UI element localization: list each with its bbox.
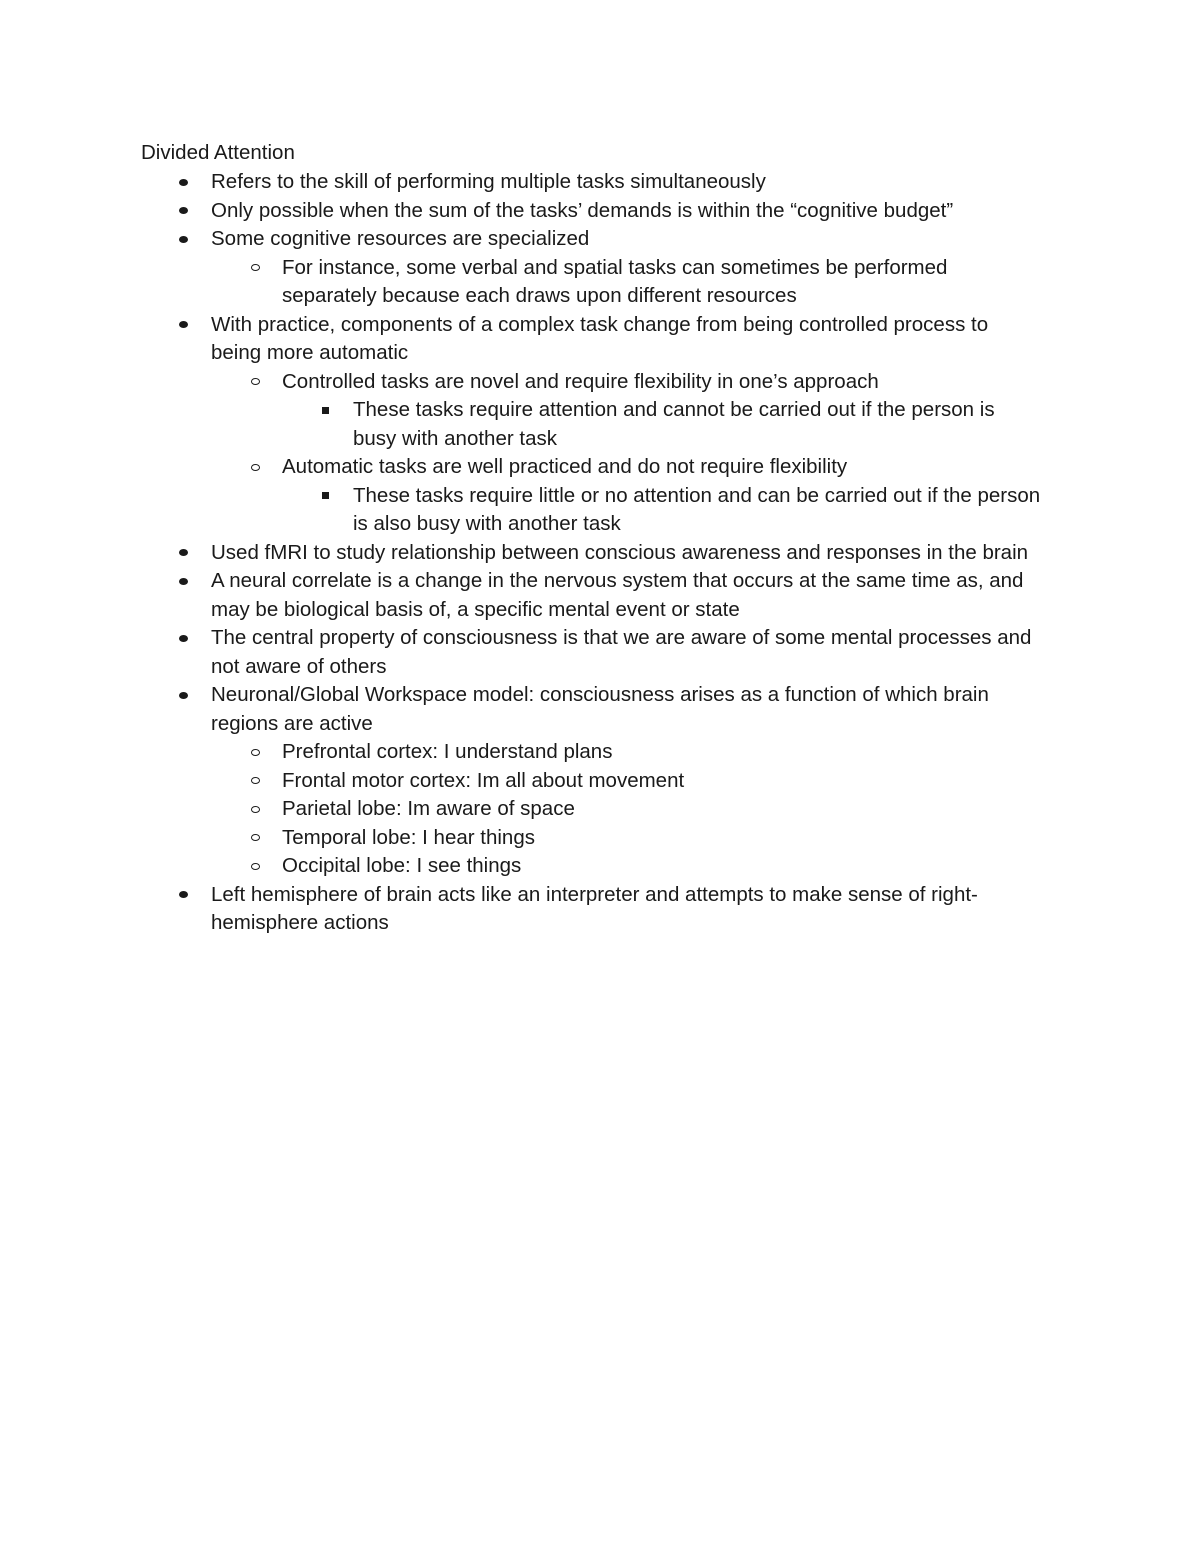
list-item xyxy=(0,197,1041,226)
bullet-dot-icon xyxy=(176,225,190,254)
list-item-text: These tasks require little or no attention and can be carried out if the person is also busy with another task xyxy=(353,483,1041,535)
bullet-list xyxy=(0,168,1200,938)
bullet-ring-icon xyxy=(248,254,262,283)
list-item-text: Frontal motor cortex: Im all about movement xyxy=(282,768,685,792)
bullet-ring-icon xyxy=(248,795,262,824)
list-item xyxy=(0,738,1042,767)
bullet-dot-icon xyxy=(176,539,190,568)
list-item xyxy=(0,881,1041,938)
bullet-ring-icon xyxy=(248,767,262,796)
list-item-text: Prefrontal cortex: I understand plans xyxy=(282,740,613,763)
list-item-text: A neural correlate is a change in the nervous system that occurs at the same time as, and may be biological basis of, a specific mental event or state xyxy=(211,569,1024,621)
list-item xyxy=(0,795,1042,824)
bullet-dot-icon xyxy=(176,311,190,340)
bullet-square-icon xyxy=(318,482,332,511)
list-item-text: Temporal lobe: I hear things xyxy=(282,825,535,849)
bullet-dot-icon xyxy=(176,168,190,197)
list-item-text: With practice, components of a complex task change from being controlled process to being more automatic xyxy=(211,312,989,364)
list-item xyxy=(0,225,1041,254)
list-item xyxy=(0,624,1041,681)
bullet-dot-icon xyxy=(176,881,190,910)
list-item-text: Occipital lobe: I see things xyxy=(282,854,522,877)
bullet-dot-icon xyxy=(176,567,190,596)
list-item xyxy=(0,453,1042,482)
page-title: Divided Attention xyxy=(141,141,295,164)
list-item-text: Some cognitive resources are specialized xyxy=(211,227,590,250)
list-item xyxy=(0,824,1042,853)
list-item xyxy=(0,168,1041,197)
list-item-text: Only possible when the sum of the tasks’ demands is within the “cognitive budget” xyxy=(211,198,954,222)
bullet-ring-icon xyxy=(248,738,262,767)
bullet-dot-icon xyxy=(176,681,190,710)
list-item xyxy=(0,681,1041,738)
list-item-text: Left hemisphere of brain acts like an interpreter and attempts to make sense of right-hemisphere actions xyxy=(211,882,978,934)
list-item-text: Automatic tasks are well practiced and do not require flexibility xyxy=(282,455,848,478)
list-item-text: These tasks require attention and cannot be carried out if the person is busy with another task xyxy=(353,398,995,450)
bullet-ring-icon xyxy=(248,368,262,397)
list-item xyxy=(0,254,1042,311)
list-item xyxy=(0,368,1042,397)
list-item-text: Refers to the skill of performing multiple tasks simultaneously xyxy=(211,170,766,193)
bullet-dot-icon xyxy=(176,197,190,226)
bullet-square-icon xyxy=(318,396,332,425)
bullet-dot-icon xyxy=(176,624,190,653)
list-item-text: Parietal lobe: Im aware of space xyxy=(282,797,575,820)
bullet-ring-icon xyxy=(248,453,262,482)
list-item xyxy=(0,482,1043,539)
list-item-text: For instance, some verbal and spatial tasks can sometimes be performed separately because each draws upon different resources xyxy=(282,255,948,307)
bullet-ring-icon xyxy=(248,852,262,881)
list-item xyxy=(0,396,1043,453)
list-item xyxy=(0,767,1042,796)
list-item xyxy=(0,852,1042,881)
bullet-ring-icon xyxy=(248,824,262,853)
list-item-text: Controlled tasks are novel and require flexibility in one’s approach xyxy=(282,369,879,393)
list-item-text: Neuronal/Global Workspace model: consciousness arises as a function of which brain regions are active xyxy=(211,683,989,735)
list-item xyxy=(0,311,1041,368)
list-item xyxy=(0,539,1041,568)
list-item-text: The central property of consciousness is that we are aware of some mental processes and not aware of others xyxy=(211,626,1032,678)
list-item-text: Used fMRI to study relationship between conscious awareness and responses in the brain xyxy=(211,540,1029,564)
list-item xyxy=(0,567,1041,624)
